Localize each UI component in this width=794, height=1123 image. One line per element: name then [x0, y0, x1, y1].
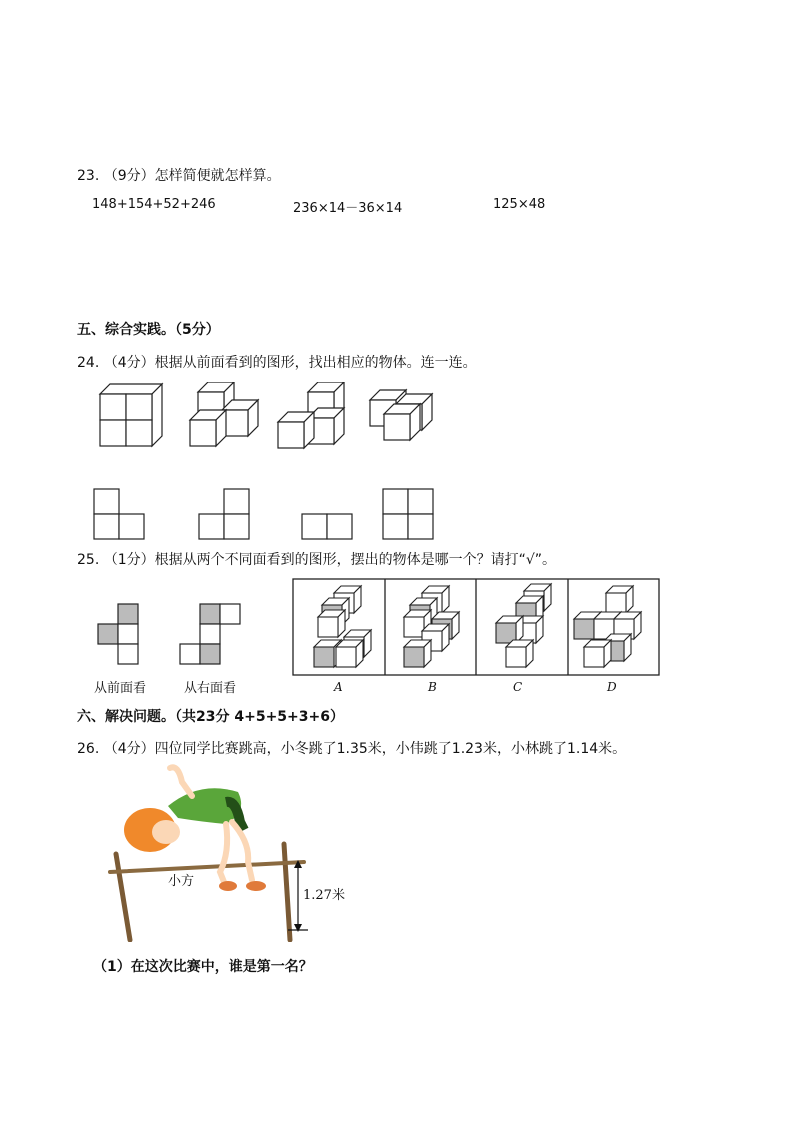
- left-pole: [116, 854, 130, 940]
- q23-expression-3: 125×48: [493, 197, 546, 212]
- jumper-girl: [124, 767, 266, 891]
- q25-right-view-label: 从右面看: [184, 681, 237, 696]
- q25-option-a-figure[interactable]: [314, 586, 371, 667]
- q25-front-view: [98, 604, 138, 664]
- q24-front-view-4: [383, 489, 433, 539]
- q24-object-4: [370, 390, 432, 440]
- q25-right-view: [180, 604, 240, 664]
- q25-option-b-label: B: [428, 680, 437, 694]
- q24-front-view-2: [199, 489, 249, 539]
- q25-options-frame: [292, 578, 660, 676]
- high-jump-illustration: [108, 762, 350, 942]
- q26-title: 26. （4分）四位同学比赛跳高，小冬跳了1.35米，小伟跳了1.23米，小林跳了1.14米。: [77, 741, 627, 757]
- q25-option-b-figure[interactable]: [404, 586, 459, 667]
- q24-front-view-1: [94, 489, 144, 539]
- q23-expression-1: 148+154+52+246: [92, 197, 216, 212]
- q25-title: 25. （1分）根据从两个不同面看到的图形，摆出的物体是哪一个？请打“√”。: [77, 552, 557, 568]
- q25-views: [90, 598, 250, 670]
- q23-title: 23. （9分）怎样简便就怎样算。: [77, 168, 281, 184]
- jumper-name-label: 小方: [168, 874, 195, 889]
- q23-expression-2: 236×14－36×14: [293, 201, 403, 216]
- q25-option-d-figure[interactable]: [574, 586, 641, 667]
- q26-subquestion-1: （1）在这次比赛中，谁是第一名？: [93, 959, 313, 975]
- q25-option-c-label: C: [513, 680, 523, 694]
- q24-front-view-3: [302, 514, 352, 539]
- q24-object-3: [278, 382, 344, 448]
- q25-option-d-label: D: [607, 680, 617, 694]
- right-pole: [284, 844, 290, 940]
- q24-title: 24. （4分）根据从前面看到的图形，找出相应的物体。连一连。: [77, 355, 477, 371]
- q25-option-c-figure[interactable]: [496, 584, 551, 667]
- crossbar: [110, 862, 304, 872]
- bar-height-label: 1.27米: [303, 888, 345, 903]
- q24-object-2: [190, 382, 258, 446]
- q25-front-view-label: 从前面看: [94, 681, 147, 696]
- section5-heading: 五、综合实践。（5分）: [77, 322, 220, 338]
- section6-heading: 六、解决问题。（共23分 4+5+5+3+6）: [77, 709, 344, 725]
- q24-object-1: [100, 384, 162, 446]
- q24-figures: [90, 382, 450, 552]
- q25-option-a-label: A: [334, 680, 343, 694]
